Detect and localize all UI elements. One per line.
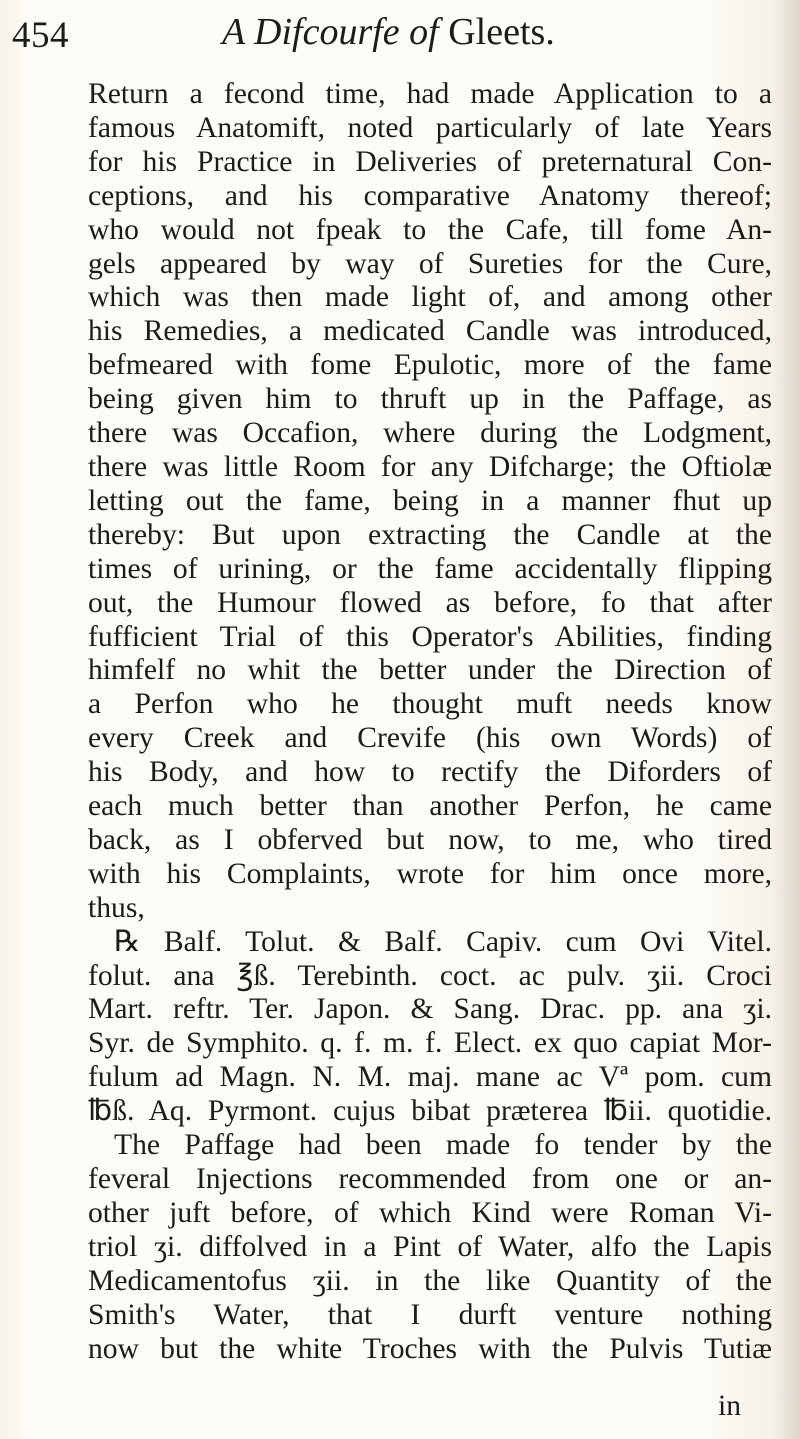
text-line: befmeared with fome Epulotic, more of the fame: [88, 349, 772, 382]
running-head-title: A Difcourfe of: [222, 11, 439, 53]
text-line: thus,: [88, 891, 145, 924]
text-line: The Paffage had been made fo tender by the: [114, 1129, 772, 1162]
text-line: now but the white Troches with the Pulvis Tutiæ: [88, 1332, 772, 1365]
prescription-line: fulum ad Magn. N. M. maj. mane ac Vª pom. cum: [88, 1061, 772, 1094]
prescription-line: ℔ß. Aq. Pyrmont. cujus bibat præterea ℔ii. quotidie.: [88, 1095, 772, 1128]
body-text: [88, 78, 772, 1366]
text-line: feveral Injections recommended from one or an-: [88, 1163, 772, 1195]
text-line: a Perfon who he thought muft needs know: [88, 688, 772, 721]
text-line: famous Anatomift, noted particularly of late Years: [88, 111, 772, 144]
text-line: there was little Room for any Difcharge; the Oftiolæ: [88, 450, 772, 483]
text-line: every Creek and Crevife (his own Words) of: [88, 722, 772, 755]
text-line: times of urining, or the fame accidentally flipping: [88, 552, 772, 585]
text-line: Smith's Water, that I durft venture nothing: [88, 1298, 772, 1331]
text-line: triol ʒi. diffolved in a Pint of Water, alfo the Lapis: [88, 1230, 772, 1263]
text-line: there was Occafion, where during the Lodgment,: [88, 417, 772, 450]
text-line: Return a fecond time, had made Application to a: [88, 78, 772, 110]
text-line: his Remedies, a medicated Candle was introduced,: [88, 315, 772, 348]
text-line: who would not fpeak to the Cafe, till fome An-: [88, 213, 772, 246]
text-line: gels appeared by way of Sureties for the Cure,: [88, 247, 772, 280]
running-head: [222, 10, 555, 54]
text-line: back, as I obferved but now, to me, who tired: [88, 823, 772, 856]
text-line: other juft before, of which Kind were Roman Vi-: [88, 1196, 772, 1229]
prescription-line: Syr. de Symphito. q. f. m. f. Elect. ex quo capiat Mor-: [88, 1027, 772, 1060]
text-line: which was then made light of, and among other: [88, 281, 772, 314]
prescription-line: Mart. reftr. Ter. Japon. & Sang. Drac. pp. ana ʒi.: [88, 993, 772, 1026]
text-line: letting out the fame, being in a manner fhut up: [88, 484, 772, 517]
text-line: his Body, and how to rectify the Diforders of: [88, 756, 772, 789]
page-edge-shadow: [772, 0, 800, 1439]
catchword: in: [718, 1390, 742, 1422]
text-line: thereby: But upon extracting the Candle at the: [88, 518, 772, 551]
running-head-subject: Gleets.: [448, 11, 555, 53]
text-line: for his Practice in Deliveries of preternatural Con-: [88, 145, 772, 178]
text-line: Medicamentofus ʒii. in the like Quantity of the: [88, 1264, 772, 1297]
text-line: with his Complaints, wrote for him once more,: [88, 857, 772, 890]
text-line: out, the Humour flowed as before, fo that after: [88, 586, 772, 619]
text-line: each much better than another Perfon, he came: [88, 790, 772, 823]
text-line: fufficient Trial of this Operator's Abilities, finding: [88, 620, 772, 653]
text-line: himfelf no whit the better under the Direction of: [88, 654, 772, 687]
text-line: being given him to thruft up in the Paffage, as: [88, 383, 772, 416]
text-line: ceptions, and his comparative Anatomy thereof;: [88, 179, 772, 212]
page-number: 454: [12, 15, 69, 56]
prescription-line: ℞ Balf. Tolut. & Balf. Capiv. cum Ovi Vitel.: [114, 925, 772, 958]
prescription-line: folut. ana ℥ß. Terebinth. coct. ac pulv. ʒii. Croci: [88, 959, 772, 992]
